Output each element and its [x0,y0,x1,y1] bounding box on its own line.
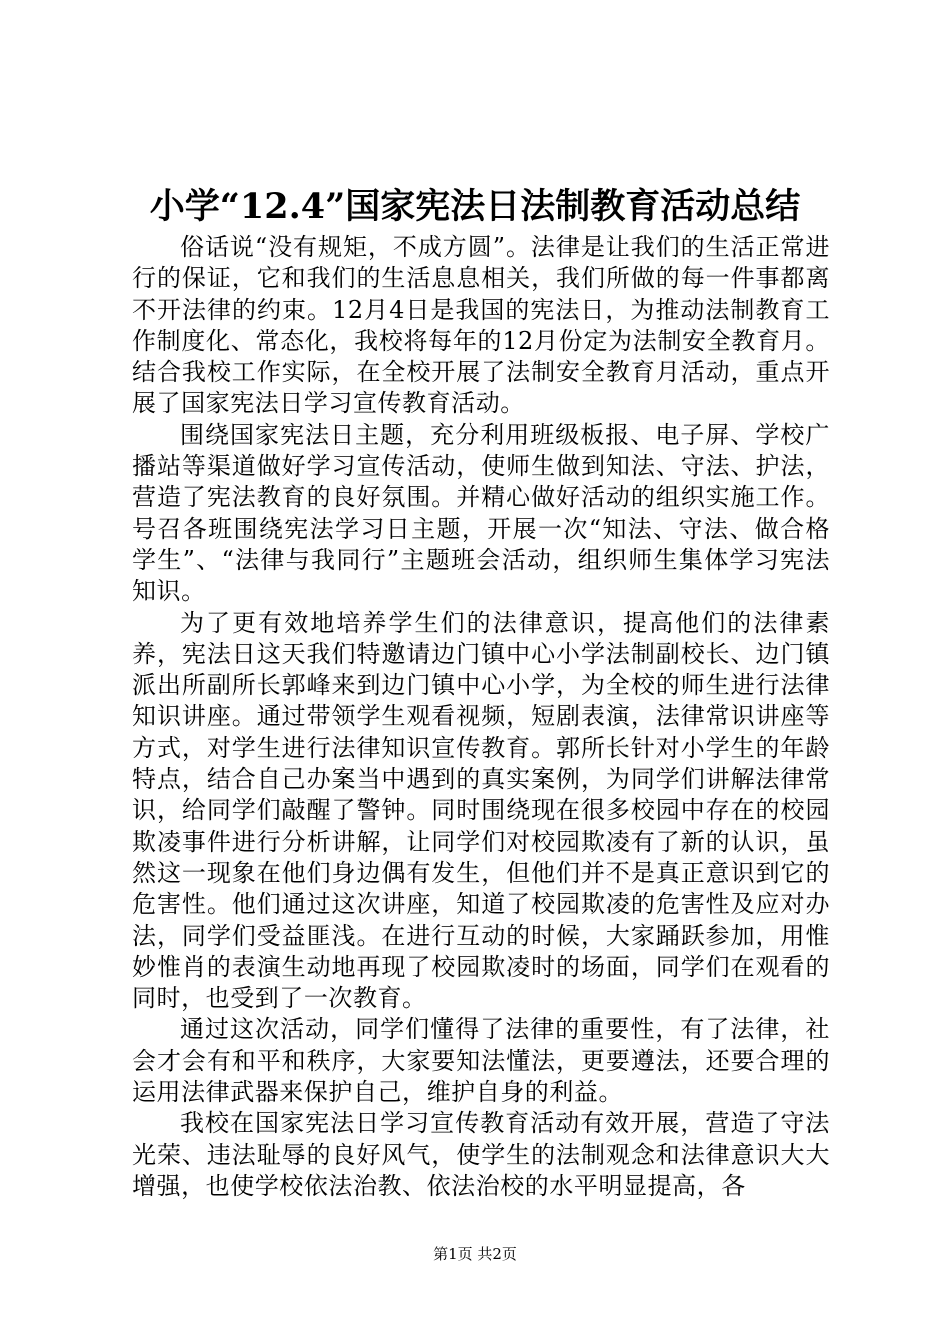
document-title: 小学“12.4”国家宪法日法制教育活动总结 [149,186,801,227]
paragraph-4: 通过这次活动，同学们懂得了法律的重要性，有了法律，社会才会有和平和秩序，大家要知法懂法，更要遵法，还要合理的运用法律武器来保护自己，维护自身的利益。 [132,1015,830,1107]
page-footer: 第1页 共2页 [433,1245,517,1263]
paragraph-3: 为了更有效地培养学生们的法律意识，提高他们的法律素养，宪法日这天我们特邀请边门镇中心小学法制副校长、边门镇派出所副所长郭峰来到边门镇中心小学，为全校的师生进行法律知识讲座。通过带领学生观看视频，短剧表演，法律常识讲座等方式，对学生进行法律知识宣传教育。郭所长针对小学生的年龄特点，结合自己办案当中遇到的真实案例，为同学们讲解法律常识，给同学们敲醒了警钟。同时围绕现在很多校园中存在的校园欺凌事件进行分析讲解，让同学们对校园欺凌有了新的认识，虽然这一现象在他们身边偶有发生，但他们并不是真正意识到它的危害性。他们通过这次讲座，知道了校园欺凌的危害性及应对办法，同学们受益匪浅。在进行互动的时候，大家踊跃参加，用惟妙惟肖的表演生动地再现了校园欺凌时的场面，同学们在观看的同时，也受到了一次教育。 [132,608,830,1013]
paragraph-1: 俗话说“没有规矩，不成方圆”。法律是让我们的生活正常进行的保证，它和我们的生活息息相关，我们所做的每一件事都离不开法律的约束。12月4日是我国的宪法日，为推动法制教育工作制度化、常态化，我校将每年的12月份定为法制安全教育月。结合我校工作实际，在全校开展了法制安全教育月活动，重点开展了国家宪法日学习宣传教育活动。 [132,233,830,418]
document-body [132,232,830,1202]
paragraph-2: 围绕国家宪法日主题，充分利用班级板报、电子屏、学校广播站等渠道做好学习宣传活动，使师生做到知法、守法、护法，营造了宪法教育的良好氛围。并精心做好活动的组织实施工作。号召各班围绕宪法学习日主题，开展一次“知法、守法、做合格学生”、“法律与我同行”主题班会活动，组织师生集体学习宪法知识。 [132,420,830,606]
paragraph-5: 我校在国家宪法日学习宣传教育活动有效开展，营造了守法光荣、违法耻辱的良好风气，使学生的法制观念和法律意识大大增强，也使学校依法治教、依法治校的水平明显提高，各 [132,1109,830,1200]
